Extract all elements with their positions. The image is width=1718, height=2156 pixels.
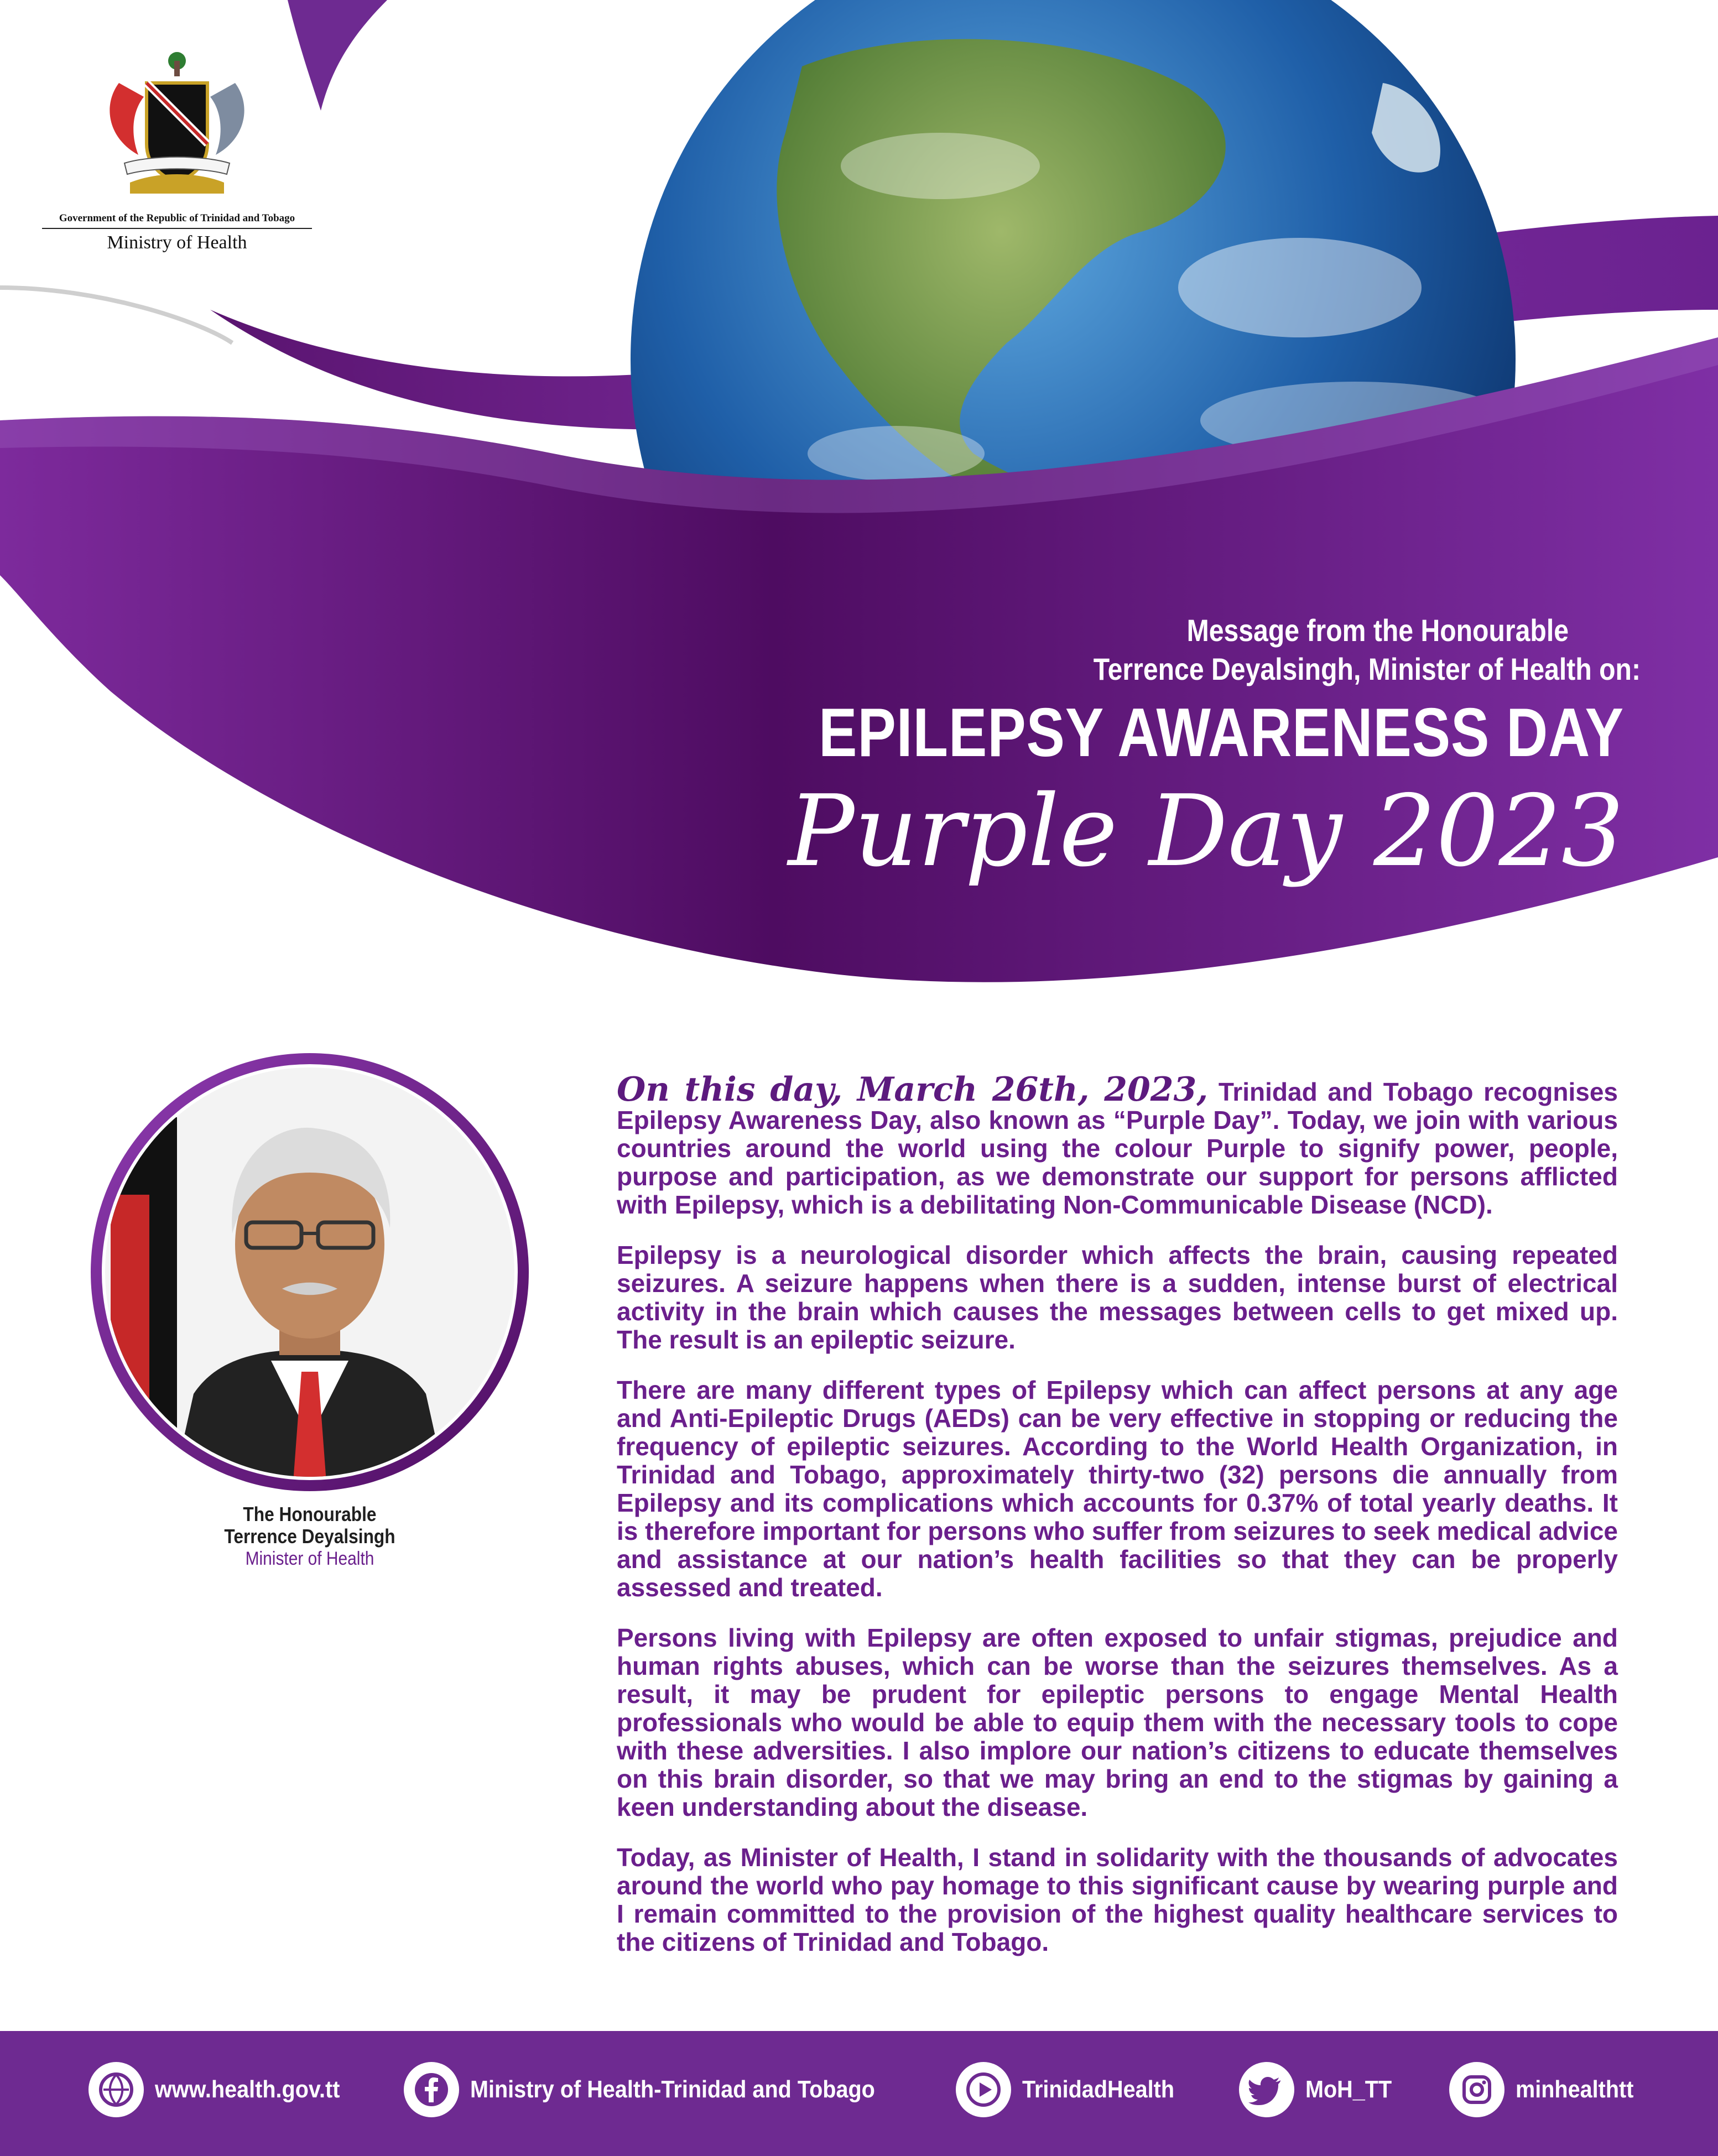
website-label: www.health.gov.tt — [155, 2076, 340, 2103]
header-text — [518, 611, 1641, 888]
twitter-bird-icon — [1239, 2062, 1294, 2117]
event-title: EPILEPSY AWARENESS DAY — [819, 695, 1624, 771]
ministry-name: Ministry of Health — [107, 232, 247, 253]
message-line-1: Message from the Honourable — [1186, 613, 1569, 648]
event-subtitle: Purple Day 2023 — [788, 774, 1624, 888]
portrait-caption — [122, 1503, 498, 1570]
caption-honorific: The Honourable — [243, 1503, 377, 1525]
paragraph-1 — [617, 1070, 1618, 1219]
footer-website-link[interactable] — [88, 2061, 361, 2118]
instagram-icon — [1449, 2062, 1504, 2117]
ministry-logo — [33, 44, 321, 277]
government-name: Government of the Republic of Trinidad and Tobago — [42, 212, 312, 229]
message-body — [617, 1070, 1618, 1978]
lead-phrase: On this day, March 26th, 2023, — [617, 1070, 1209, 1109]
play-icon — [956, 2062, 1011, 2117]
footer-twitter-link[interactable] — [1239, 2061, 1402, 2118]
caption-name: Terrence Deyalsingh — [224, 1525, 395, 1548]
paragraph-3: There are many different types of Epilepsy which can affect persons at any age and Anti-Epileptic Drugs (AEDs) can be very effective in stopping or reducing the frequency of epileptic seizures. According to the World Health Organization, in Trinidad and Tobago, approximately thirty-two (32) persons die annually from Epilepsy and its complications which accounts for 0.37% of total yearly deaths. It is therefore important for persons who suffer from seizures to seek medical advice and assistance at our nation’s health facilities so that they can be properly assessed and treated. — [617, 1376, 1618, 1602]
paragraph-5: Today, as Minister of Health, I stand in solidarity with the thousands of advocates around the world who pay homage to this significant cause by wearing purple and I remain committed to the provision of the highest quality healthcare services to the citizens of Trinidad and Tobago. — [617, 1843, 1618, 1956]
footer-instagram-link[interactable] — [1449, 2061, 1647, 2118]
paragraph-4: Persons living with Epilepsy are often exposed to unfair stigmas, prejudice and human rights abuses, which can be worse than the seizures themselves. As a result, it may be prudent for epileptic persons to engage Mental Health professionals who would be able to equip them with the necessary tools to cope with these adversities. I also implore our nation’s citizens to educate themselves on this brain disorder, so that we may bring an end to the stigmas by gaining a keen understanding about the disease. — [617, 1623, 1618, 1821]
minister-portrait — [88, 1051, 531, 1493]
coat-of-arms-icon — [86, 44, 268, 205]
facebook-label: Ministry of Health-Trinidad and Tobago — [470, 2076, 875, 2103]
facebook-icon — [404, 2062, 459, 2117]
paragraph-2: Epilepsy is a neurological disorder which affects the brain, causing repeated seizures. A seizure happens when there is a sudden, intense burst of electrical activity in the brain which causes the messages between cells to get mixed up. The result is an epileptic seizure. — [617, 1241, 1618, 1354]
instagram-label: minhealthtt — [1516, 2076, 1634, 2103]
message-line-2: Terrence Deyalsingh, Minister of Health on: — [1093, 652, 1641, 686]
paragraph-1-text: Trinidad and Tobago recognises Epilepsy Awareness Day, also known as “Purple Day”. Today, we join with various countries around the world using the colour Purple to signify power, people, purpose and participation, as we demonstrate our support for persons afflicted with Epilepsy, which is a debilitating Non-Communicable Disease (NCD). — [617, 1077, 1618, 1219]
footer-facebook-link[interactable] — [404, 2061, 920, 2118]
caption-role: Minister of Health — [245, 1548, 374, 1569]
footer-youtube-link[interactable] — [956, 2061, 1191, 2118]
globe-icon — [88, 2062, 144, 2117]
youtube-label: TrinidadHealth — [1022, 2076, 1175, 2103]
twitter-label: MoH_TT — [1305, 2076, 1392, 2103]
